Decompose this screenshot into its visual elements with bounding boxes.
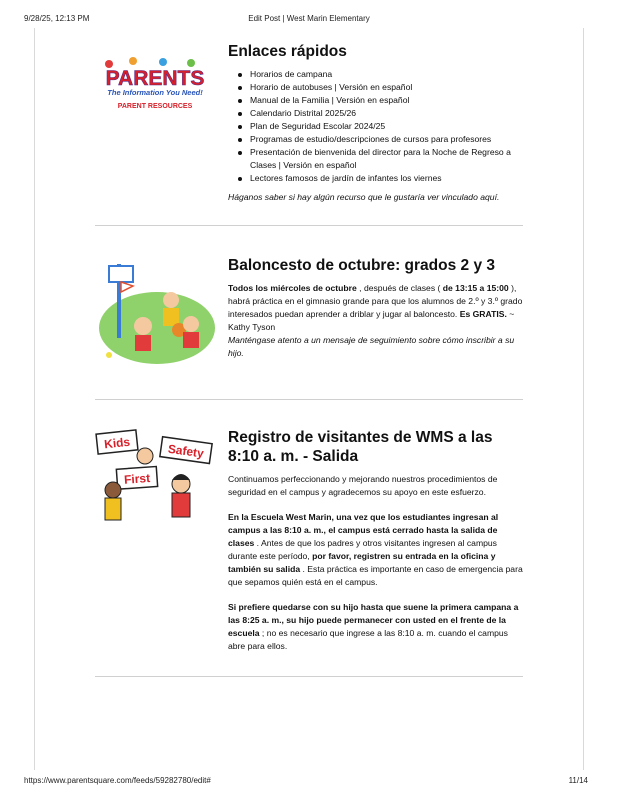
post-body [228,256,523,360]
post-title: Baloncesto de octubre: grados 2 y 3 [228,257,496,274]
link-district-calendar[interactable]: Calendario Distrital 2025/26 [228,107,523,120]
post-title: Enlaces rápidos [228,43,347,60]
divider [95,676,523,677]
links-list [228,68,523,185]
post-note: Manténgase atento a un mensaje de seguimiento sobre cómo inscribir a su hijo. [228,335,515,358]
post-paragraph: Todos los miércoles de octubre , después de clases ( de 13:15 a 15:00 ), habrá práctica en el gimnasio grande para que los alumnos de 2.º y 3.º grado interesados puedan aprender a driblar y jugar al baloncesto. Es GRATIS. ~ Kathy Tyson [228,283,523,332]
print-datetime: 9/28/25, 12:13 PM [24,14,90,23]
logo-word: PARENTS [105,67,205,90]
post-body [228,428,523,653]
post-basketball [95,256,523,376]
post-paragraph: En la Escuela West Marin, una vez que los estudiantes ingresan al campus a las 8:10 a. m., el campus está cerrado hasta la salida de clases . Antes de que los padres y otros visitantes ingresen al campus durante este período, por favor, registren su entrada en la oficina y también su salida . Esta práctica es importante en caso de emergencia para que sepamos quién está en el campus. [228,512,523,587]
link-safety-plan[interactable]: Plan de Seguridad Escolar 2024/25 [228,120,523,133]
link-bell-schedule[interactable]: Horarios de campana [228,68,523,81]
print-page-title: Edit Post | West Marin Elementary [248,14,370,23]
page-frame-right [583,28,584,770]
print-url[interactable]: https://www.parentsquare.com/feeds/59282780/edit# [24,776,211,785]
post-note: Háganos saber si hay algún recurso que le gustaría ver vinculado aquí. [228,192,500,202]
svg-text:Kids: Kids [103,434,131,452]
post-body [228,42,523,204]
print-page-count: 11/14 [568,776,588,785]
link-family-handbook[interactable]: Manual de la Familia | Versión en español [228,94,523,107]
link-bus-schedule[interactable]: Horario de autobuses | Versión en español [228,81,523,94]
svg-text:Safety: Safety [167,441,205,461]
logo-tagline: The Information You Need! [107,88,203,97]
logo-banner: PARENT RESOURCES [117,103,193,110]
post-visitor-log [95,428,523,668]
basketball-kids-icon [95,256,215,364]
divider [95,225,523,226]
link-welcome-presentation[interactable]: Presentación de bienvenida del director para la Noche de Regreso a Clases | Versión en español [228,146,523,172]
svg-text:First: First [123,470,151,487]
link-famous-readers[interactable]: Lectores famosos de jardín de infantes los viernes [228,172,523,185]
kids-safety-first-image [95,428,215,537]
parents-logo-icon [95,54,215,114]
post-title: Registro de visitantes de WMS a las 8:10 a. m. - Salida [228,429,493,465]
post-paragraph: Continuamos perfeccionando y mejorando nuestros procedimientos de seguridad en el campus y agradecemos su apoyo en este esfuerzo. [228,474,498,497]
link-course-descriptions[interactable]: Programas de estudio/descripciones de cursos para profesores [228,133,523,146]
kids-safety-first-icon [95,428,215,532]
divider [95,399,523,400]
basketball-image [95,256,215,369]
post-quick-links [95,42,523,212]
post-paragraph: Si prefiere quedarse con su hijo hasta que suene la primera campana a las 8:25 a. m., su hijo puede permanecer con usted en el frente de la escuela ; no es necesario que ingrese a las 8:10 a. m. cuando el campus abre para ellos. [228,602,519,651]
parents-logo-image [95,54,215,119]
page-frame-left [34,28,35,770]
print-header [0,14,618,28]
